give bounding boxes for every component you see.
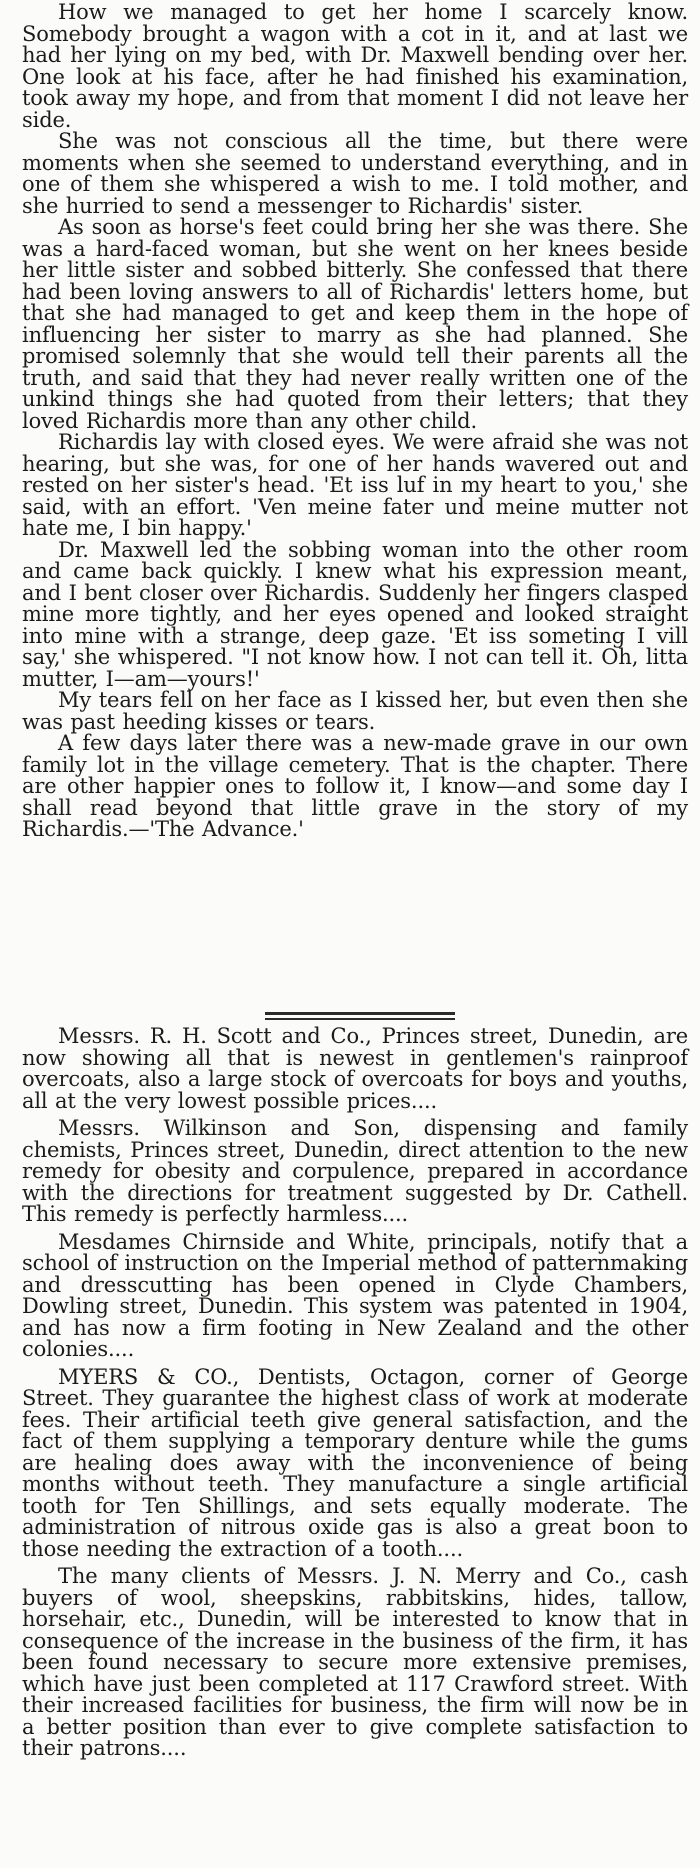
story-paragraph-5: Dr. Maxwell led the sobbing woman into the other room and came back quickly. I knew what his expression meant, and I bent closer over Richardis. Suddenly her fingers clasped mine more tightly, and her eyes opened and looked straight into mine with a strange, deep gaze. 'Et iss someting I vill say,' she whispered. "I not know how. I not can tell it. Oh, litta mutter, I—am—yours!' xyxy=(22,537,688,691)
story-paragraph-1: How we managed to get her home I scarcely know. Somebody brought a wagon with a cot in it, and at last we had her lying on my bed, with Dr. Maxwell bending over her. One look at his face, after he had finished his examination, took away my hope, and from that moment I did not leave her side. xyxy=(22,0,688,132)
notice-merry: The many clients of Messrs. J. N. Merry and Co., cash buyers of wool, sheepskins, rabbitskins, hides, tallow, horsehair, etc., Dunedin, will be interested to know that in consequence of the increase in the business of the firm, it has been found necessary to secure more extensive premises, which have just been completed at 117 Crawford street. With their increased facilities for business, the firm will now be in a better position than ever to give complete satisfaction to their patrons.... xyxy=(22,1564,688,1760)
story-paragraph-6: My tears fell on her face as I kissed her, but even then she was past heeding kisses or tears. xyxy=(22,688,688,734)
divider-rule-thin xyxy=(265,1018,455,1020)
story-column xyxy=(22,2,688,841)
story-paragraph-4: Richardis lay with closed eyes. We were afraid she was not hearing, but she was, for one of her hands wavered out and rested on her sister's head. 'Et iss luf in my heart to you,' she said, with an effort. 'Ven meine fater und meine mutter not hate me, I bin happy.' xyxy=(22,430,688,540)
notice-chirnside-white: Mesdames Chirnside and White, principals, notify that a school of instruction on the Imperial method of patternmaking and dresscutting has been opened in Clyde Chambers, Dowling street, Dunedin. This system was patented in 1904, and has now a firm footing in New Zealand and the other colonies.... xyxy=(22,1229,688,1361)
notices-column xyxy=(22,1026,688,1766)
notice-scott: Messrs. R. H. Scott and Co., Princes street, Dunedin, are now showing all that is newest in gentlemen's rainproof overcoats, also a large stock of overcoats for boys and youths, all at the very lowest possible prices.... xyxy=(22,1024,688,1113)
story-paragraph-2: She was not conscious all the time, but there were moments when she seemed to understand everything, and in one of them she whispered a wish to me. I told mother, and she hurried to send a messenger to Richardis' sister. xyxy=(22,129,688,218)
section-divider xyxy=(265,1012,455,1020)
notice-myers: MYERS & CO., Dentists, Octagon, corner of George Street. They guarantee the highest class of work at moderate fees. Their artificial teeth give general satisfaction, and the fact of them supplying a temporary denture while the gums are healing does away with the inconvenience of being months without teeth. They manufacture a single artificial tooth for Ten Shillings, and sets equally moderate. The administration of nitrous oxide gas is also a great boon to those needing the extraction of a tooth.... xyxy=(22,1364,688,1561)
notice-wilkinson: Messrs. Wilkinson and Son, dispensing and family chemists, Princes street, Dunedin, direct attention to the new remedy for obesity and corpulence, prepared in accordance with the directions for treatment suggested by Dr. Cathell. This remedy is perfectly harmless.... xyxy=(22,1116,688,1226)
story-paragraph-7: A few days later there was a new-made grave in our own family lot in the village cemetery. That is the chapter. There are other happier ones to follow it, I know—and some day I shall read beyond that little grave in the story of my Richardis.—'The Advance.' xyxy=(22,731,688,841)
story-paragraph-3: As soon as horse's feet could bring her she was there. She was a hard-faced woman, but she went on her knees beside her little sister and sobbed bitterly. She confessed that there had been loving answers to all of Richardis' letters home, but that she had managed to get and keep them in the hope of influencing her sister to marry as she had planned. She promised solemnly that she would tell their parents all the truth, and said that they had never really written one of the unkind things she had quoted from their letters; that they loved Richardis more than any other child. xyxy=(22,215,688,433)
divider-rule-thick xyxy=(265,1012,455,1015)
